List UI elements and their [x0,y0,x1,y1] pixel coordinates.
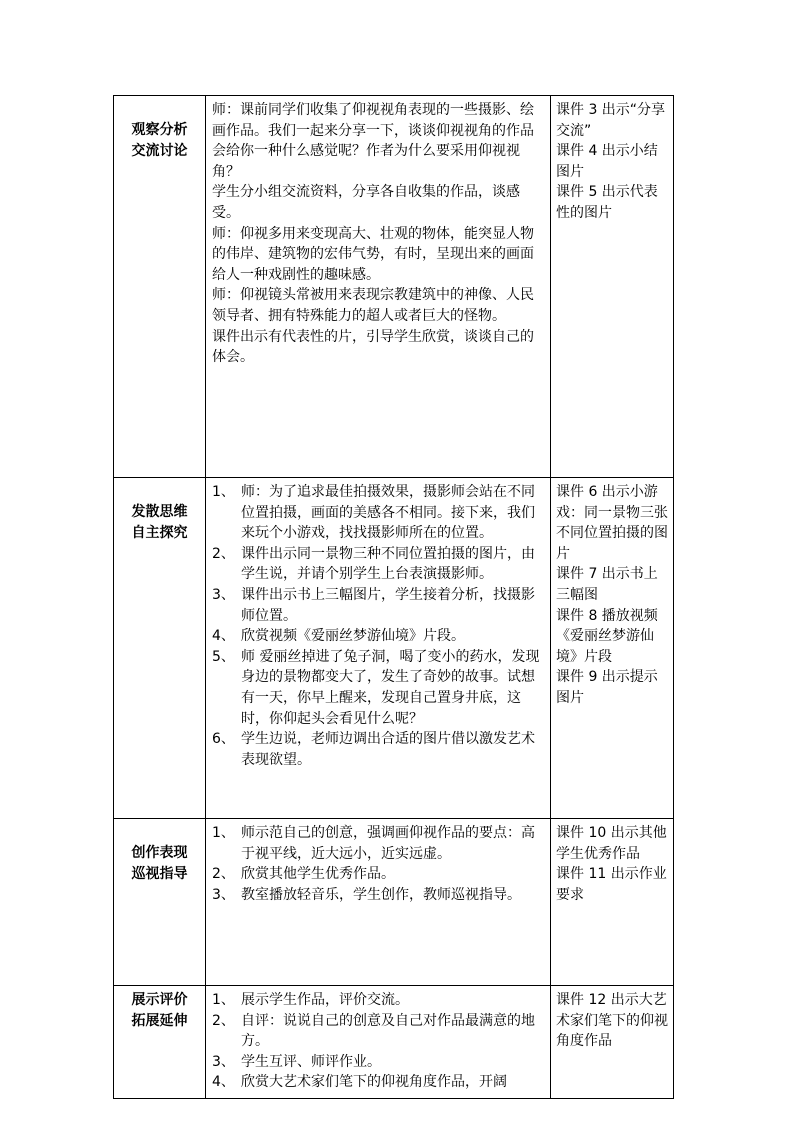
item-text: 师：为了追求最佳拍摄效果，摄影师会站在不同位置拍摄，画面的美感各不相同。接下来，我们来玩个小游戏，找找摄影师所在的位置。 [241,484,535,542]
list-item [212,647,547,729]
item-number: 3、 [212,1053,235,1070]
item-number: 2、 [212,545,235,562]
stage-label: 拓展延伸 [131,1012,188,1029]
list-item [212,482,547,544]
item-number: 2、 [212,866,235,883]
list-item [212,864,547,885]
resource-cell [551,478,674,819]
activity-paragraph: 学生分小组交流资料，分享各自收集的作品，谈感受。 [212,184,520,221]
item-text: 自评：说说自己的创意及自己对作品最满意的地方。 [241,1012,535,1050]
resource-note: 课件 9 出示提示图片 [556,669,658,706]
activity-cell [206,478,551,819]
stage-label: 交流讨论 [131,142,188,159]
list-item [212,626,547,647]
resource-cell [551,96,674,478]
item-text: 欣赏视频《爱丽丝梦游仙境》片段。 [241,628,465,645]
item-text: 欣赏其他学生优秀作品。 [241,866,395,883]
item-text: 师示范自己的创意，强调画仰视作品的要点：高于视平线，近大远小，近实远虚。 [241,825,535,862]
stage-label: 巡视指导 [131,865,188,882]
table-row-divergent-thinking [114,478,674,819]
item-number: 2、 [212,1012,235,1029]
table-row-creation-guidance [114,819,674,986]
stage-label: 创作表现 [131,845,188,861]
stage-label: 观察分析 [131,122,188,138]
list-item [212,990,547,1011]
activity-paragraph: 师：课前同学们收集了仰视视角表现的一些摄影、绘画作品。我们一起来分享一下，谈谈仰视视角的作品会给你一种什么感觉呢？作者为什么要采用仰视视角？ [212,102,534,180]
stage-label: 展示评价 [131,992,188,1008]
item-number: 3、 [212,586,235,603]
list-item [212,729,547,770]
item-text: 展示学生作品，评价交流。 [241,992,409,1008]
activity-paragraph: 师：仰视多用来变现高大、壮观的物体，能突显人物的伟岸、建筑物的宏伟气势，有时，呈现出来的画面给人一种戏剧性的趣味感。 [212,225,534,283]
resource-note: 课件 3 出示“分享交流” [556,102,666,139]
resource-note: 课件 12 出示大艺术家们笔下的仰视角度作品 [556,992,668,1050]
resource-note: 课件 10 出示其他学生优秀作品 [556,825,667,862]
resource-note: 课件 4 出示小结图片 [556,143,658,180]
activity-paragraph: 师：仰视镜头常被用来表现宗教建筑中的神像、人民领导者、拥有特殊能力的超人或者巨大的怪物。 [212,287,534,324]
resource-note: 课件 5 出示代表性的图片 [556,184,658,221]
resource-cell [551,986,674,1099]
table-row-observe-discuss [114,96,674,478]
list-item [212,885,547,906]
stage-cell [114,478,206,819]
item-text: 师 爱丽丝掉进了兔子洞，喝了变小的药水，发现身边的景物都变大了，发生了奇妙的故事。试想有一天，你早上醒来，发现自己置身井底，这时，你仰起头会看见什么呢？ [241,648,540,727]
stage-label: 发散思维 [131,504,188,520]
list-item [212,1052,547,1073]
activity-paragraph: 课件出示有代表性的片，引导学生欣赏，谈谈自己的体会。 [212,328,534,366]
item-number: 1、 [212,484,235,500]
item-number: 1、 [212,992,235,1008]
table-row-showcase-extension [114,986,674,1099]
item-text: 学生边说，老师边调出合适的图片借以激发艺术表现欲望。 [241,731,535,768]
item-number: 3、 [212,886,235,903]
item-text: 课件出示同一景物三种不同位置拍摄的图片，由学生说，并请个别学生上台表演摄影师。 [241,545,535,583]
resource-note: 课件 7 出示书上三幅图 [556,566,658,603]
item-number: 4、 [212,628,235,645]
stage-label: 自主探究 [131,524,188,541]
item-number: 4、 [212,1074,235,1091]
activity-cell [206,819,551,986]
resource-note: 课件 6 出示小游戏：同一景物三张不同位置拍摄的图片 [556,484,668,562]
activity-cell [206,96,551,478]
list-item [212,1072,547,1093]
stage-cell [114,96,206,478]
item-text: 课件出示书上三幅图片，学生接着分析，找摄影师位置。 [241,586,535,624]
item-text: 欣赏大艺术家们笔下的仰视角度作品，开阔 [241,1074,507,1091]
item-number: 5、 [212,648,235,665]
activity-cell [206,986,551,1099]
list-item [212,1011,547,1052]
list-item [212,544,547,585]
item-text: 学生互评、师评作业。 [241,1053,381,1070]
item-number: 6、 [212,731,235,748]
stage-cell [114,819,206,986]
item-text: 教室播放轻音乐，学生创作，教师巡视指导。 [241,886,521,903]
resource-note: 课件 11 出示作业要求 [556,866,667,903]
list-item [212,823,547,864]
lesson-plan-table [113,95,674,1099]
resource-cell [551,819,674,986]
list-item [212,585,547,626]
item-number: 1、 [212,825,235,841]
resource-note: 课件 8 播放视频《爱丽丝梦游仙境》片段 [556,607,658,665]
stage-cell [114,986,206,1099]
